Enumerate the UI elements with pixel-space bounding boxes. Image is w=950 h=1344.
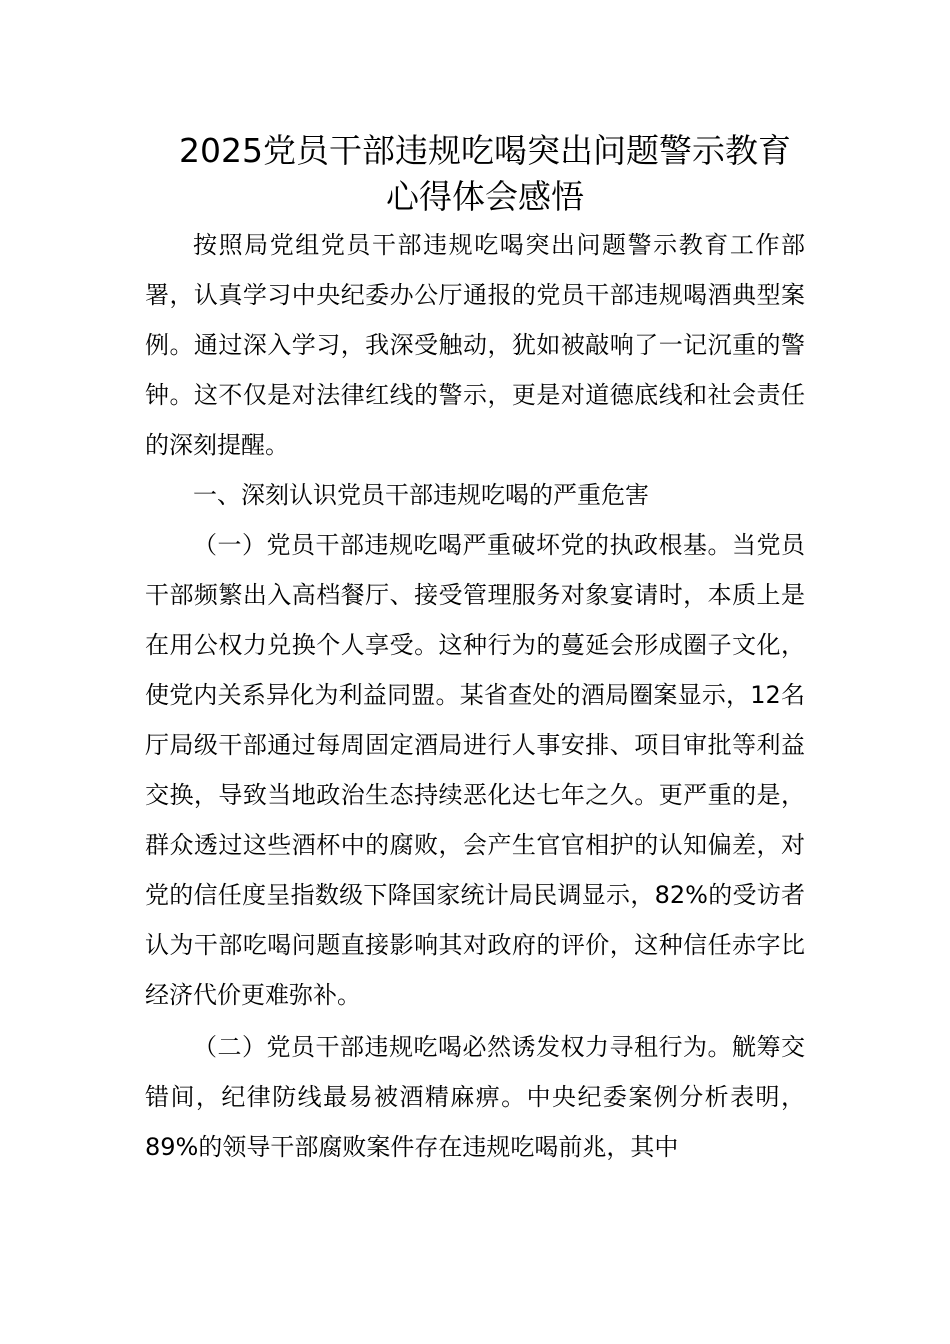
subsection-paragraph-1: （一）党员干部违规吃喝严重破坏党的执政根基。当党员干部频繁出入高档餐厅、接受管理服务对象宴请时，本质上是在用公权力兑换个人享受。这种行为的蔓延会形成圈子文化，使党内关系异化为利益同盟。某省查处的酒局圈案显示，12名厅局级干部通过每周固定酒局进行人事安排、项目审批等利益交换，导致当地政治生态持续恶化达七年之久。更严重的是，群众透过这些酒杯中的腐败，会产生官官相护的认知偏差，对党的信任度呈指数级下降国家统计局民调显示，82%的受访者认为干部吃喝问题直接影响其对政府的评价，这种信任赤字比经济代价更难弥补。 <box>145 531 805 1009</box>
subsection-paragraph-2: （二）党员干部违规吃喝必然诱发权力寻租行为。觥筹交错间，纪律防线最易被酒精麻痹。中央纪委案例分析表明，89%的领导干部腐败案件存在违规吃喝前兆，其中 <box>145 1033 805 1161</box>
intro-paragraph: 按照局党组党员干部违规吃喝突出问题警示教育工作部署，认真学习中央纪委办公厅通报的党员干部违规喝酒典型案例。通过深入学习，我深受触动，犹如被敲响了一记沉重的警钟。这不仅是对法律红线的警示，更是对道德底线和社会责任的深刻提醒。 <box>145 231 805 459</box>
section-heading-1: 一、深刻认识党员干部违规吃喝的严重危害 <box>193 481 649 509</box>
document-title: 2025党员干部违规吃喝突出问题警示教育心得体会感悟 <box>179 131 791 216</box>
document-page <box>145 128 805 1172</box>
